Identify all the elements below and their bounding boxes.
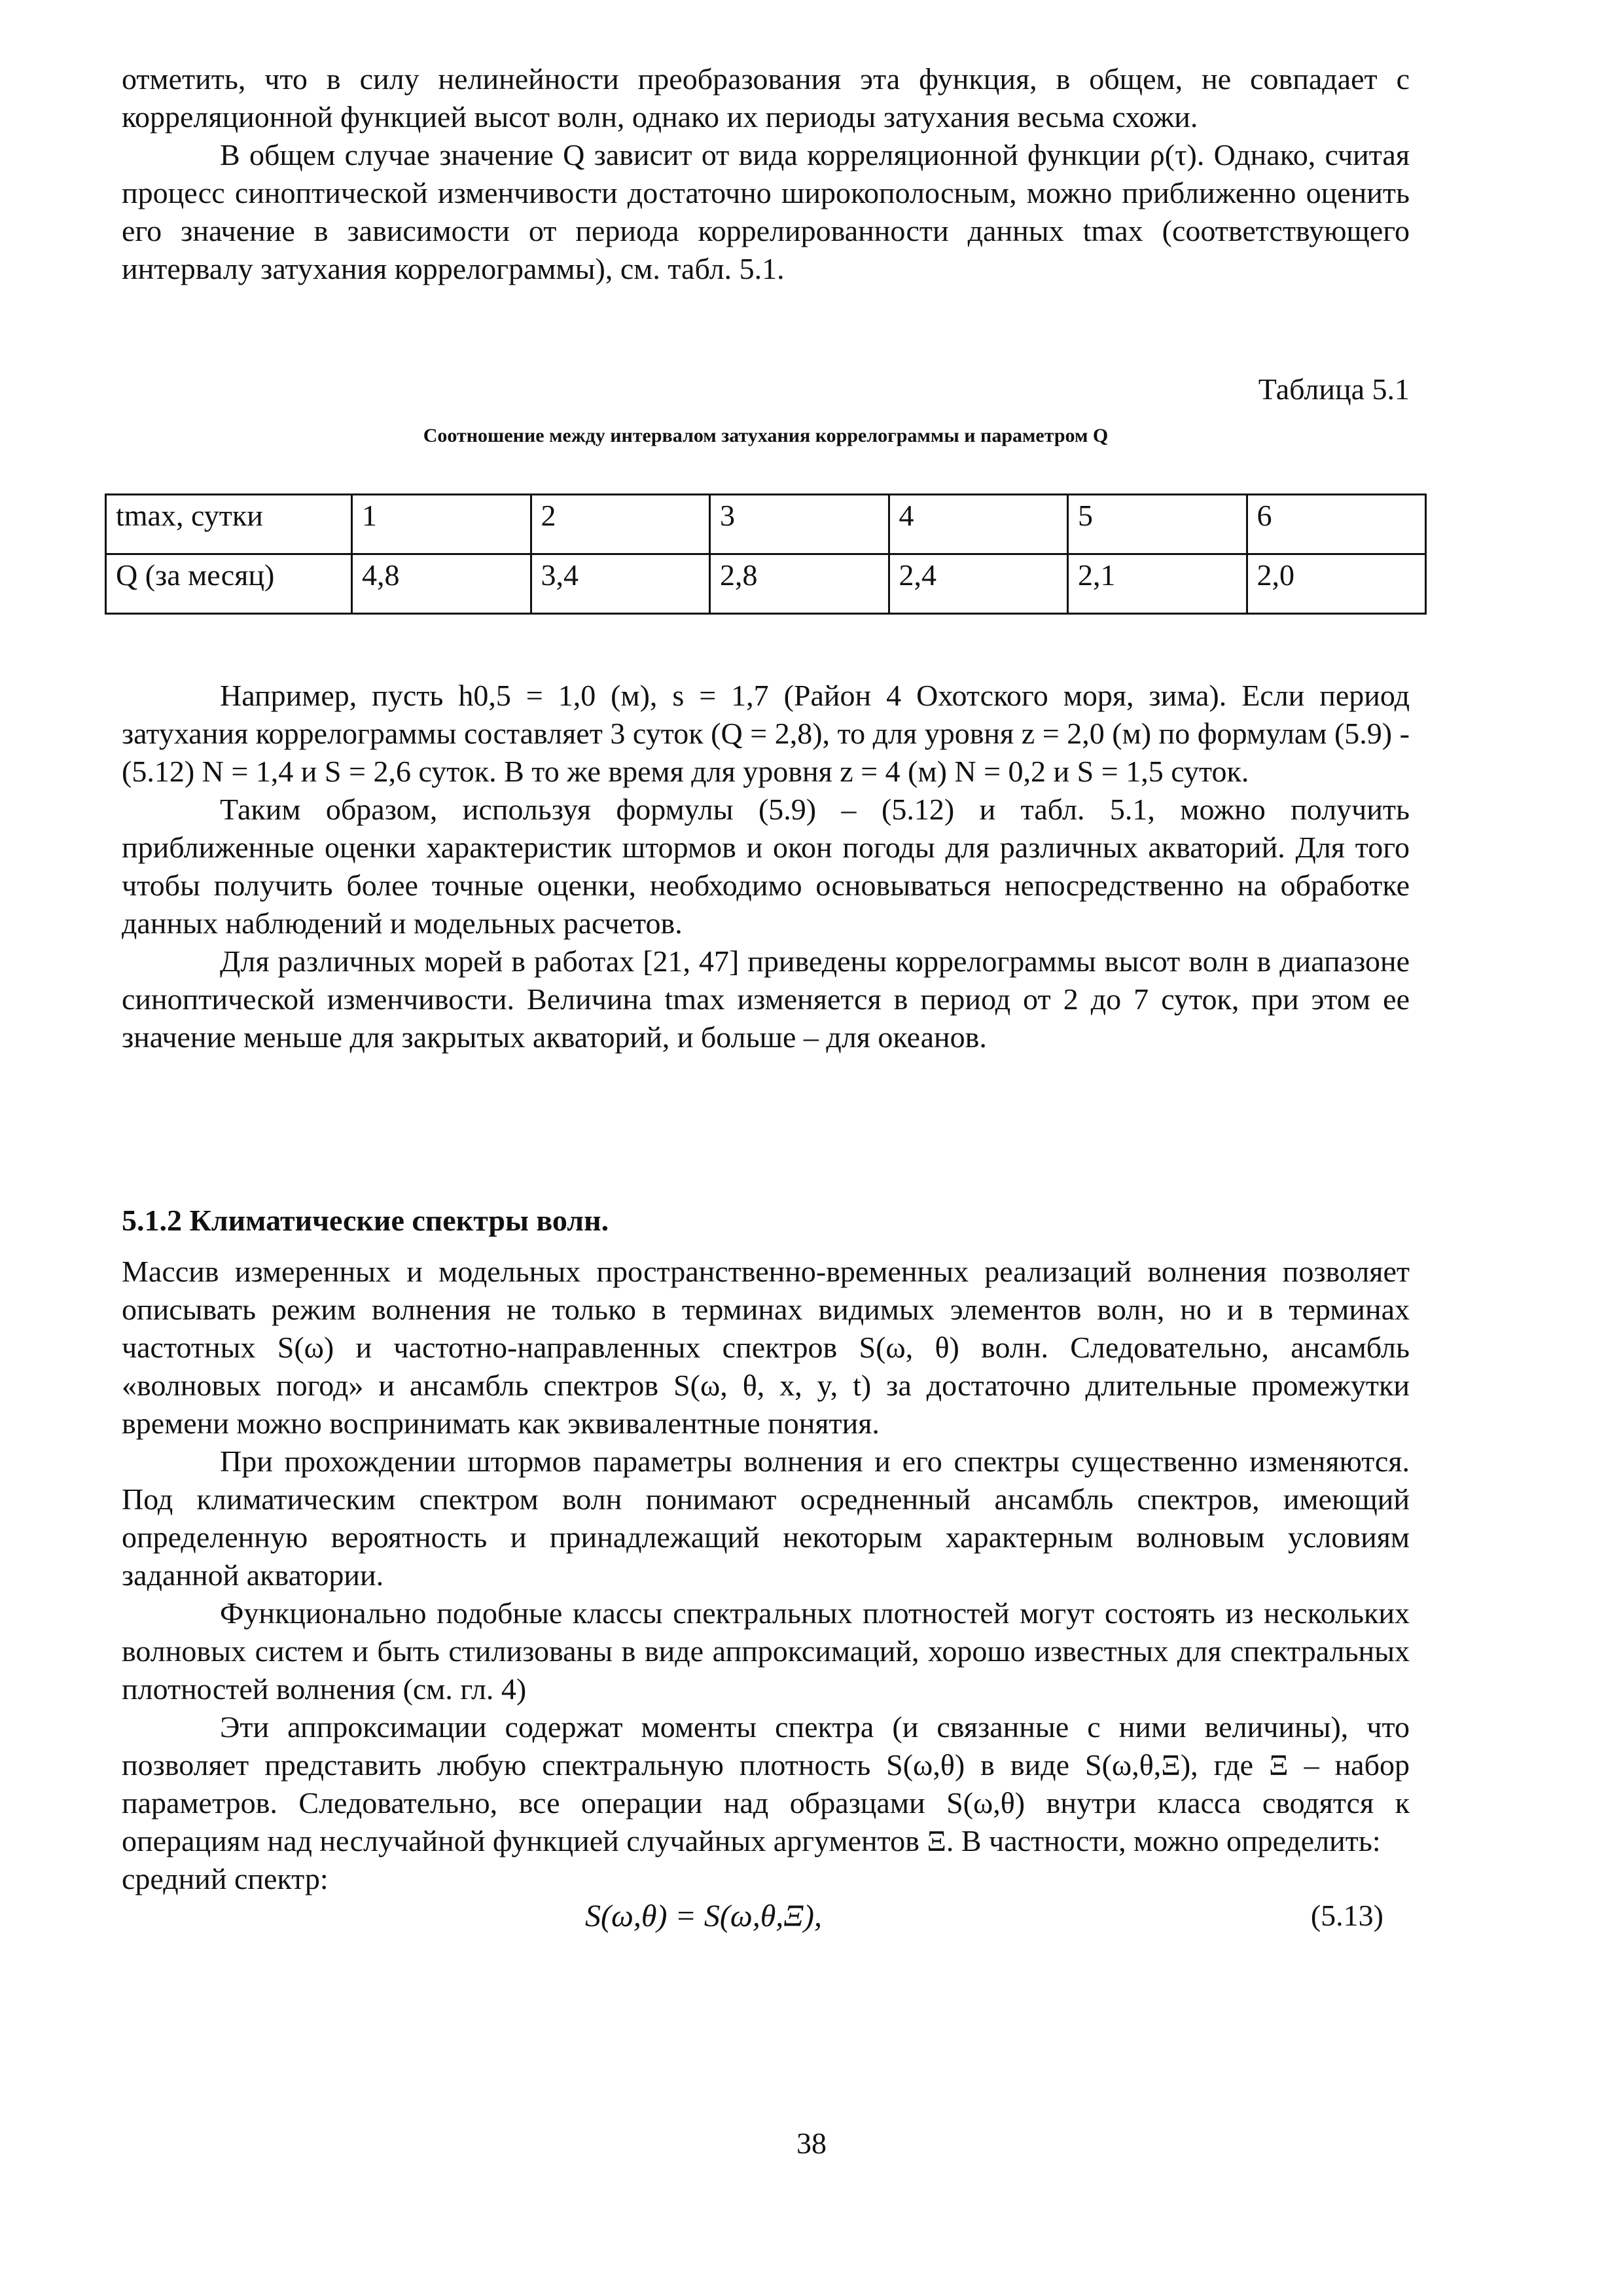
- data-table: [105, 493, 1427, 615]
- cell-q: 2,0: [1247, 554, 1426, 614]
- formula-5-13: [122, 1898, 1410, 1940]
- intro-block: [122, 60, 1410, 288]
- section-block: [122, 1202, 1410, 1940]
- cell-day: 6: [1247, 495, 1426, 554]
- cell-q: 2,4: [889, 554, 1068, 614]
- formula-number: (5.13): [1310, 1899, 1383, 1932]
- table-row-days: [106, 495, 1426, 554]
- section-heading: 5.1.2 Климатические спектры волн.: [122, 1204, 609, 1237]
- table-number: Таблица 5.1: [1258, 372, 1410, 406]
- paragraph-example: Например, пусть h0,5 = 1,0 (м), s = 1,7 (Район 4 Охотского моря, зима). Если период затухания коррелограммы составляет 3 суток (Q = 2,8), то для уровня z = 2,0 (м) по формулам (5.9) - (5.12) N = 1,4 и S = 2,6 суток. В то же время для уровня z = 4 (м) N = 0,2 и S = 1,5 суток.: [122, 679, 1410, 788]
- table-5-1: [105, 493, 1427, 615]
- paragraph-mean-spectrum: средний спектр:: [122, 1862, 329, 1895]
- table-caption-block: [122, 423, 1410, 449]
- paragraph-summary: Таким образом, используя формулы (5.9) – (5.12) и табл. 5.1, можно получить приближенные оценки характеристик штормов и окон погоды для различных акваторий. Для того чтобы получить более точные оценки, необходимо основываться непосредственно на обработке данных наблюдений и модельных расчетов.: [122, 793, 1410, 940]
- paragraph-classes: Функционально подобные классы спектральных плотностей могут состоять из нескольких волновых систем и быть стилизованы в виде аппроксимаций, хорошо известных для спектральных плотностей волнения (см. гл. 4): [122, 1596, 1410, 1706]
- table-caption: Соотношение между интервалом затухания коррелограммы и параметром Q: [423, 425, 1109, 446]
- formula-expression: S(ω,θ) = S(ω,θ,Ξ),: [585, 1899, 822, 1933]
- body-block: [122, 677, 1410, 1056]
- paragraph-continuation: отметить, что в силу нелинейности преобразования эта функция, в общем, не совпадает с корреляционной функцией высот волн, однако их периоды затухания весьма схожи.: [122, 62, 1410, 134]
- cell-day: 2: [531, 495, 710, 554]
- cell-q: 2,1: [1068, 554, 1247, 614]
- row-label-q: Q (за месяц): [106, 554, 352, 614]
- cell-day: 5: [1068, 495, 1247, 554]
- paragraph-storms: При прохождении штормов параметры волнения и его спектры существенно изменяются. Под климатическим спектром волн понимают осредненный ансамбль спектров, имеющий определенную вероятность и принадлежащий некоторым характерным волновым условиям заданной акватории.: [122, 1444, 1410, 1592]
- paragraph-approximations: Эти аппроксимации содержат моменты спектра (и связанные с ними величины), что позволяет представить любую спектральную плотность S(ω,θ) в виде S(ω,θ,Ξ), где Ξ – набор параметров. Следовательно, все операции над образцами S(ω,θ) внутри класса сводятся к операциям над неслучайной функцией случайных аргументов Ξ. В частности, можно определить:: [122, 1710, 1410, 1857]
- cell-day: 4: [889, 495, 1068, 554]
- paragraph-array: Массив измеренных и модельных пространственно-временных реализаций волнения позволяет описывать режим волнения не только в терминах видимых элементов волн, но и в терминах частотных S(ω) и частотно-направленных спектров S(ω, θ) волн. Следовательно, ансамбль «волновых погод» и ансамбль спектров S(ω, θ, x, y, t) за достаточно длительные промежутки времени можно воспринимать как эквивалентные понятия.: [122, 1255, 1410, 1440]
- cell-q: 4,8: [352, 554, 531, 614]
- cell-day: 3: [710, 495, 889, 554]
- cell-q: 2,8: [710, 554, 889, 614]
- row-label-tmax: tmax, сутки: [106, 495, 352, 554]
- table-row-q: [106, 554, 1426, 614]
- paragraph-q-value: В общем случае значение Q зависит от вида корреляционной функции ρ(τ). Однако, считая процесс синоптической изменчивости достаточно широкополосным, можно приближенно оценить его значение в зависимости от периода коррелированности данных tmax (соответствующего интервалу затухания коррелограммы), см. табл. 5.1.: [122, 138, 1410, 285]
- paragraph-seas: Для различных морей в работах [21, 47] приведены коррелограммы высот волн в диапазоне синоптической изменчивости. Величина tmax изменяется в период от 2 до 7 суток, при этом ее значение меньше для закрытых акваторий, и больше – для океанов.: [122, 944, 1410, 1054]
- page-number: 38: [796, 2126, 827, 2160]
- cell-day: 1: [352, 495, 531, 554]
- cell-q: 3,4: [531, 554, 710, 614]
- table-number-block: [122, 370, 1410, 408]
